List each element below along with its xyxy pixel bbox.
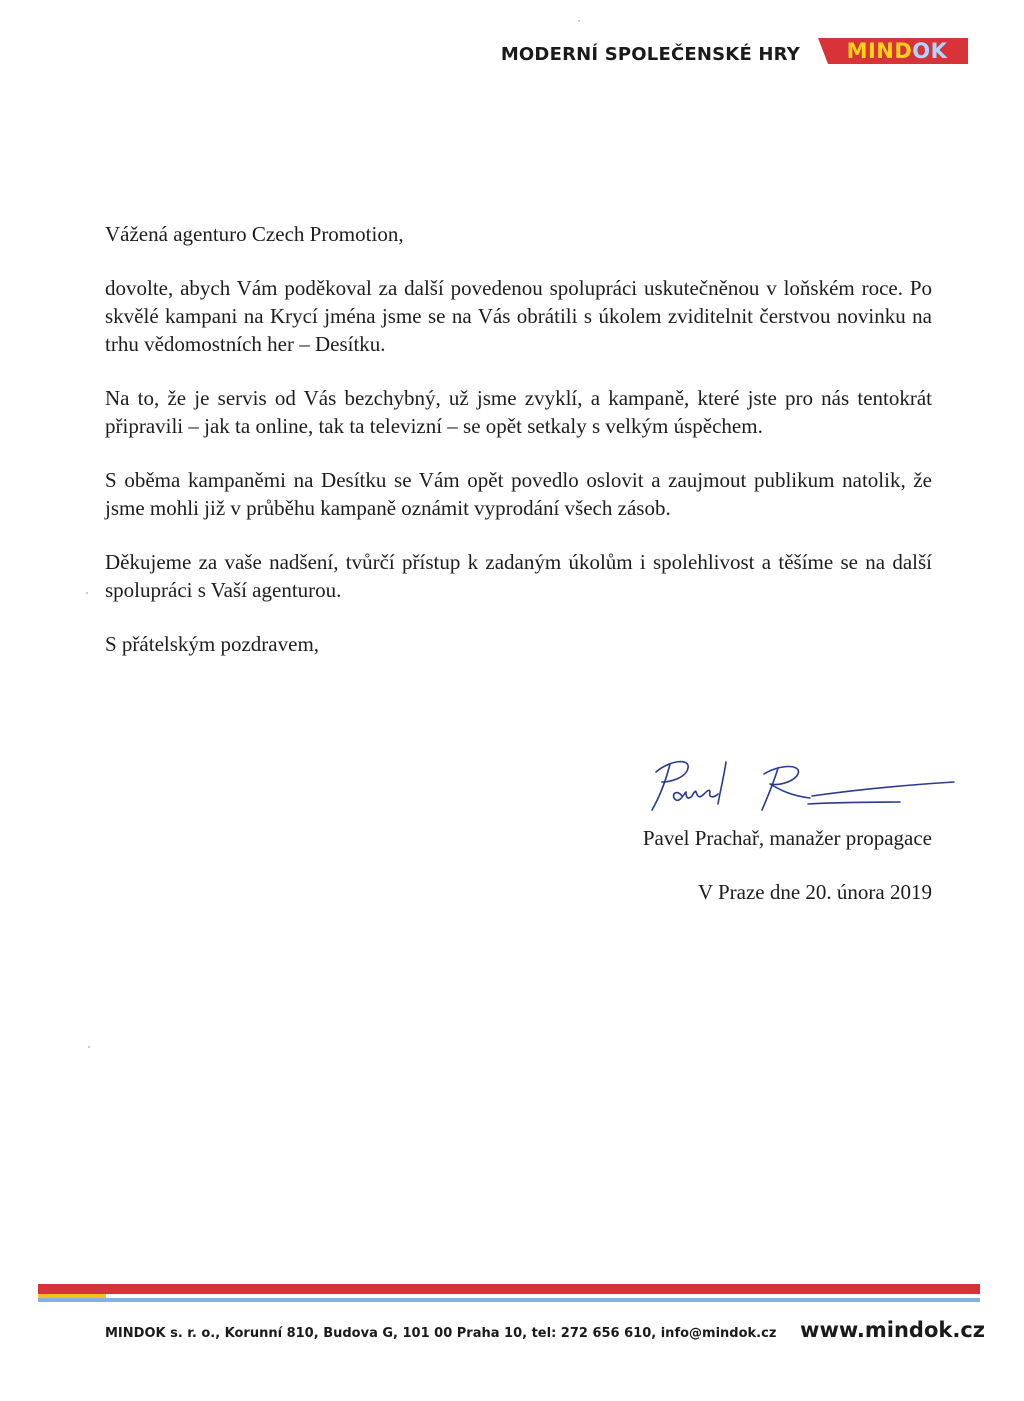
mindok-logo: [818, 36, 968, 66]
logo-text-accent: OK: [912, 39, 948, 63]
letter-body: [105, 220, 932, 684]
letter-paragraph: dovolte, abych Vám poděkoval za další povedenou spolupráci uskutečněnou v loňském roce. Po skvělé kampani na Krycí jména jsme se na Vás obrátili s úkolem zviditelnit čerstvou novinku na trhu vědomostních her – Desítku.: [105, 276, 932, 356]
letter-paragraph: Děkujeme za vaše nadšení, tvůrčí přístup k zadaným úkolům i spolehlivost a těšíme se na další spolupráci s Vaší agenturou.: [105, 550, 932, 602]
letter-salutation: Vážená agenturo Czech Promotion,: [105, 222, 404, 246]
logo-text-main: MIND: [846, 39, 913, 63]
scan-speck: [86, 592, 88, 594]
handwritten-signature: [640, 752, 960, 822]
company-website: www.mindok.cz: [800, 1318, 985, 1342]
letterhead: [501, 36, 968, 66]
letter-footer: [105, 1318, 985, 1342]
signer-name: Pavel Prachař, manažer propagace: [642, 826, 932, 850]
letter-paragraph: S oběma kampaněmi na Desítku se Vám opět povedlo oslovit a zaujmout publikum natolik, že jsme mohli již v průběhu kampaně oznámit vyprodání všech zásob.: [105, 468, 932, 520]
scan-speck: [578, 20, 580, 22]
footer-stripe-blue: [38, 1298, 980, 1302]
scan-speck: [88, 1046, 90, 1048]
footer-stripe-red: [38, 1284, 980, 1294]
company-address: MINDOK s. r. o., Korunní 810, Budova G, 101 00 Praha 10, tel: 272 656 610, info@mindok.cz: [105, 1326, 777, 1341]
company-tagline: MODERNÍ SPOLEČENSKÉ HRY: [500, 43, 800, 65]
letter-paragraph: Na to, že je servis od Vás bezchybný, už jsme zvyklí, a kampaně, které jste pro nás tentokrát připravili – jak ta online, tak ta televizní – se opět setkaly s velkým úspěchem.: [105, 386, 932, 438]
date-line: V Praze dne 20. února 2019: [697, 880, 932, 904]
letter-closing: S přátelským pozdravem,: [105, 632, 320, 656]
